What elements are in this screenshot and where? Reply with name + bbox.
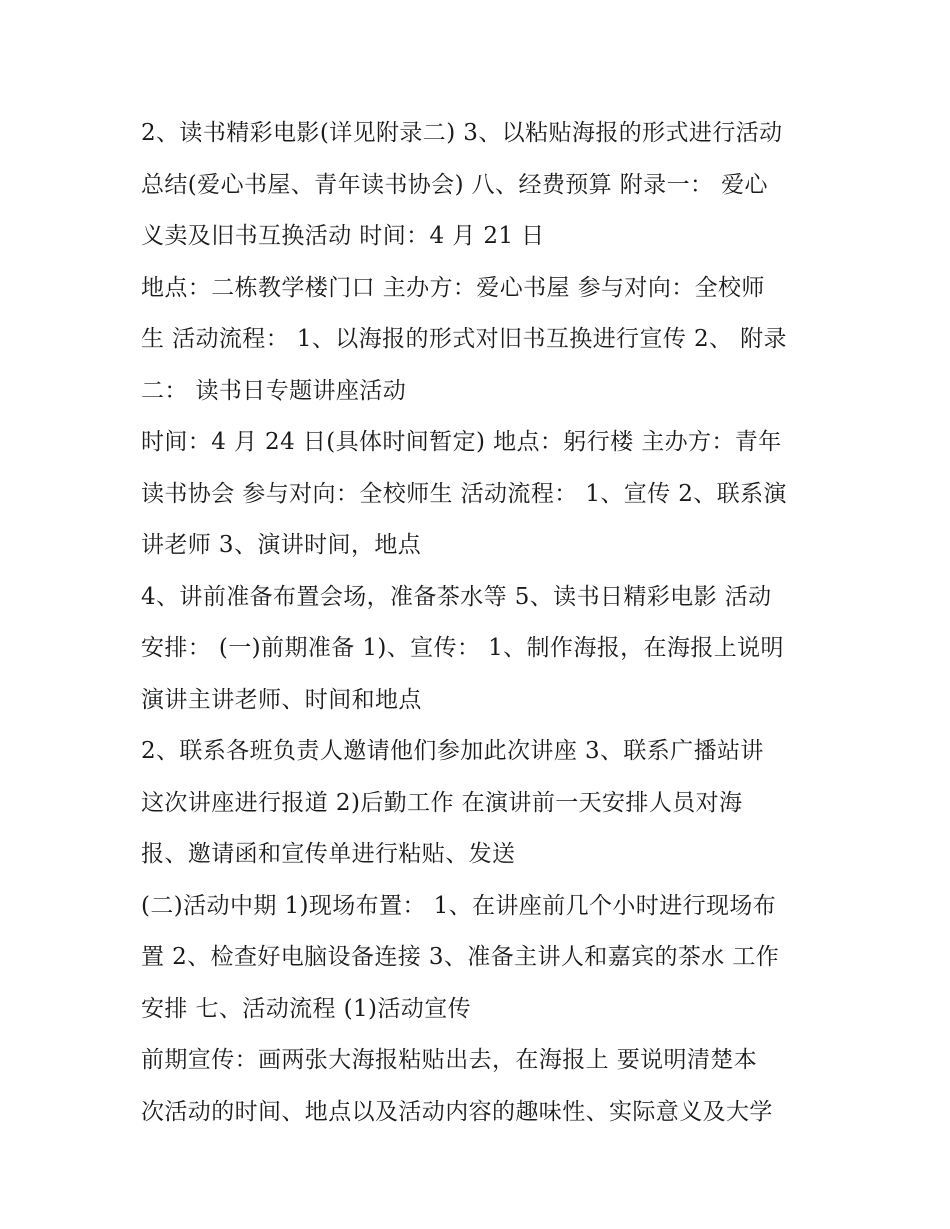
text-line: 读书协会 参与对向：全校师生 活动流程： 1、宣传 2、联系演 (141, 480, 787, 507)
text-line: 4、讲前准备布置会场，准备茶水等 5、读书日精彩电影 活动 (141, 583, 772, 610)
text-line: 安排 七、活动流程 (1)活动宣传 (141, 995, 472, 1022)
text-line: (二)活动中期 1)现场布置： 1、在讲座前几个小时进行现场布 (141, 892, 777, 919)
text-line: 置 2、检查好电脑设备连接 3、准备主讲人和嘉宾的茶水 工作 (141, 944, 780, 970)
text-line: 地点：二栋教学楼门口 主办方：爱心书屋 参与对向：全校师 (141, 274, 765, 301)
text-line: 讲老师 3、演讲时间，地点 (141, 532, 422, 558)
text-line: 生 活动流程： 1、以海报的形式对旧书互换进行宣传 2、 附录 (141, 326, 787, 352)
text-line: 这次讲座进行报道 2)后勤工作 在演讲前一天安排人员对海 (141, 789, 743, 816)
text-line: 演讲主讲老师、时间和地点 (141, 686, 422, 713)
text-line: 前期宣传：画两张大海报粘贴出去，在海报上 要说明清楚本 (141, 1047, 758, 1073)
text-line: 总结(爱心书屋、青年读书协会) 八、经费预算 附录一： 爱心 (141, 171, 768, 198)
text-line: 报、邀请函和宣传单进行粘贴、发送 (141, 841, 516, 867)
text-line: 二： 读书日专题讲座活动 (141, 377, 407, 404)
text-line: 时间：4 月 24 日(具体时间暂定) 地点：躬行楼 主办方：青年 (141, 429, 782, 455)
text-line: 2、联系各班负责人邀请他们参加此次讲座 3、联系广播站讲 (141, 738, 764, 764)
text-line: 义卖及旧书互换活动 时间：4 月 21 日 (141, 223, 545, 249)
text-line: 安排： (一)前期准备 1)、宣传： 1、制作海报，在海报上说明 (141, 635, 784, 661)
document-body (141, 108, 831, 1138)
text-line: 次活动的时间、地点以及活动内容的趣味性、实际意义及大学 (141, 1098, 773, 1125)
text-line: 2、读书精彩电影(详见附录二) 3、以粘贴海报的形式进行活动 (141, 120, 783, 146)
